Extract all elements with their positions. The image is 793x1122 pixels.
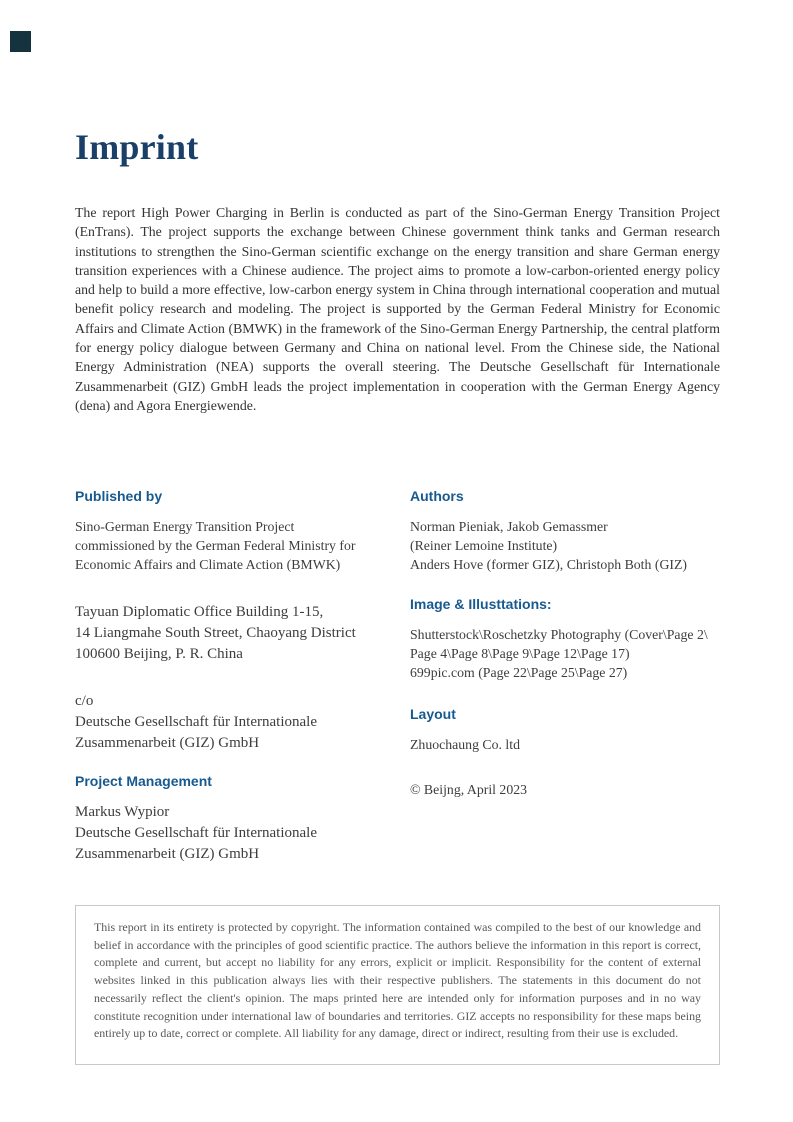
layout-line: Zhuochaung Co. ltd [410, 737, 520, 752]
project-management-heading: Project Management [75, 773, 212, 789]
care-of-line: c/o [75, 693, 94, 709]
published-by-heading: Published by [75, 488, 163, 504]
image-credit-line: Shutterstock\Roschetzky Photography (Cover\Page 2\ [410, 627, 708, 642]
published-by-line: commissioned by the German Federal Ministry for [75, 538, 356, 553]
published-by-line: Sino-German Energy Transition Project [75, 519, 295, 534]
project-management-line: Deutsche Gesellschaft für Internationale [75, 825, 317, 841]
right-column [410, 488, 728, 799]
published-by-line: Economic Affairs and Climate Action (BMWK) [75, 557, 341, 572]
layout-heading: Layout [410, 706, 456, 722]
copyright-line: © Beijng, April 2023 [410, 782, 528, 797]
authors-line: (Reiner Lemoine Institute) [410, 538, 558, 553]
page-title: Imprint [75, 127, 199, 167]
address-line: Tayuan Diplomatic Office Building 1-15, [75, 604, 324, 620]
project-management-line: Markus Wypior [75, 804, 170, 820]
address-line: 100600 Beijing, P. R. China [75, 646, 243, 662]
authors-heading: Authors [410, 488, 464, 504]
authors-line: Anders Hove (former GIZ), Christoph Both (GIZ) [410, 557, 688, 572]
page-corner-marker [10, 31, 31, 52]
project-management-line: Zusammenarbeit (GIZ) GmbH [75, 846, 260, 862]
image-illustrations-heading: Image & Illusttations: [410, 596, 552, 612]
image-credit-line: Page 4\Page 8\Page 9\Page 12\Page 17) [410, 646, 630, 661]
authors-line: Norman Pieniak, Jakob Gemassmer [410, 519, 608, 534]
image-credit-line: 699pic.com (Page 22\Page 25\Page 27) [410, 665, 628, 680]
intro-paragraph: The report High Power Charging in Berlin is conducted as part of the Sino-German Energy Transition Project (EnTrans). The project supports the exchange between Chinese government think tanks and German research institutions to strengthen the Sino-German scientific exchange on the energy transition and share German energy transition experiences with a Chinese audience. The project aims to promote a low-carbon-oriented energy policy and help to build a more effective, low-carbon energy system in China through international cooperation and mutual benefit policy research and modeling. The project is supported by the German Federal Ministry for Economic Affairs and Climate Action (BMWK) in the framework of the Sino-German Energy Partnership, the central platform for energy policy dialogue between Germany and China on national level. From the Chinese side, the National Energy Administration (NEA) supports the overall steering. The Deutsche Gesellschaft für Internationale Zusammenarbeit (GIZ) GmbH leads the project implementation in cooperation with the German Energy Agency (dena) and Agora Energiewende. [75, 205, 720, 413]
disclaimer-text: This report in its entirety is protected by copyright. The information contained was compiled to the best of our knowledge and belief in accordance with the principles of good scientific practice. The authors believe the information in this report is correct, complete and current, but accept no liability for any errors, explicit or implicit. Responsibility for the content of external websites linked in this publication always lies with their respective publishers. The statements in this document do not necessarily reflect the client's opinion. The maps printed here are intended only for information purposes and in no way constitute recognition under international law of boundaries and territories. GIZ accepts no responsibility for these maps being entirely up to date, correct or complete. All liability for any damage, direct or indirect, resulting from their use is excluded. [94, 920, 701, 1041]
care-of-line: Zusammenarbeit (GIZ) GmbH [75, 735, 260, 751]
address-line: 14 Liangmahe South Street, Chaoyang District [75, 625, 356, 641]
left-column [75, 488, 397, 865]
care-of-line: Deutsche Gesellschaft für Internationale [75, 714, 317, 730]
disclaimer-box [75, 905, 720, 1065]
